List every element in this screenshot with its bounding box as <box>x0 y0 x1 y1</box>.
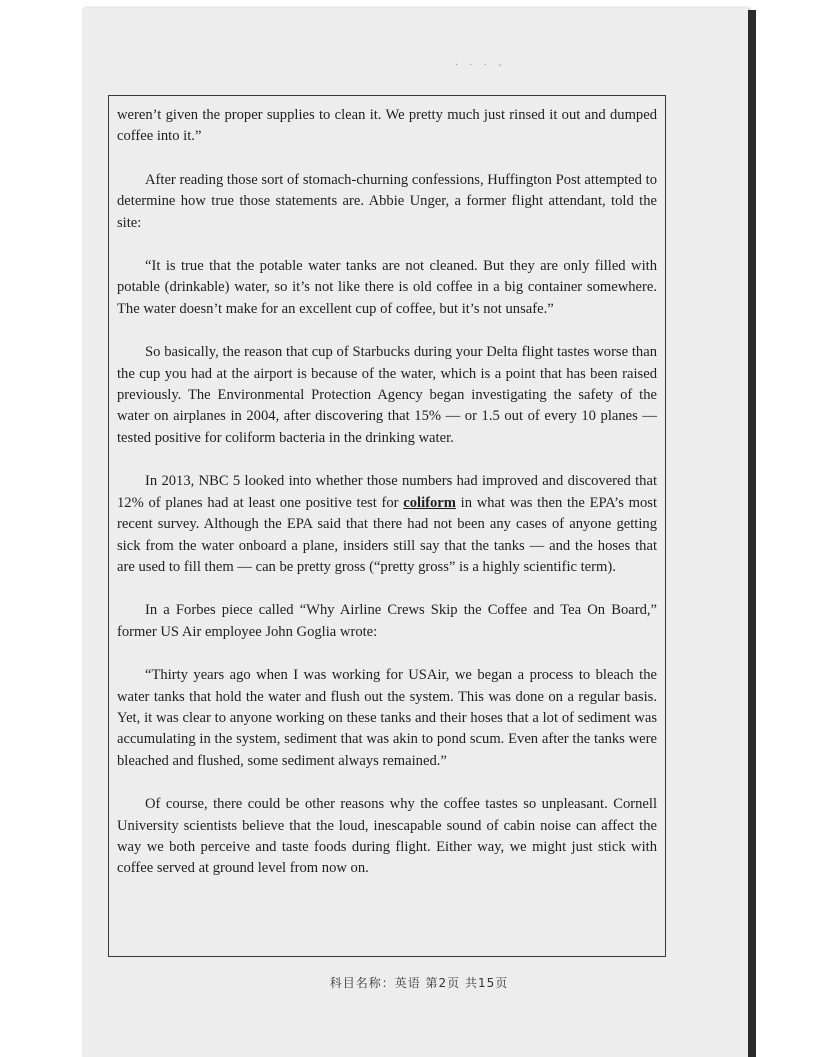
passage-paragraph-5 <box>117 471 657 578</box>
paragraph-5-lead: In 2013, NBC 5 looked into whether those numbers had improved and discovered that 12% of planes had at least one positive test for <box>117 473 657 511</box>
scanner-edge-strip <box>748 10 756 1057</box>
keyword-coliform: coliform <box>403 494 456 511</box>
passage-quote-goglia: “Thirty years ago when I was working for USAir, we began a process to bleach the water tanks that hold the water and flush out the system. This was done on a regular basis. Yet, it was clear to anyone working on these tanks and their hoses that a lot of sediment was accumulating in the system, sediment that was akin to pond scum. Even after the tanks were bleached and flushed, some sediment always remained.” <box>117 667 657 769</box>
reading-passage-box <box>108 95 666 957</box>
passage-paragraph-8: Of course, there could be other reasons why the coffee tastes so unpleasant. Cornell University scientists believe that the loud, inescapable sound of cabin noise can affect the way we both perceive and taste foods during flight. Either way, we might just stick with coffee served at ground level from now on. <box>117 796 657 877</box>
passage-quote-unger: “It is true that the potable water tanks are not cleaned. But they are only filled with potable (drinkable) water, so it’s not like there is old coffee in a big container somewhere. The water doesn’t make for an excellent cup of coffee, but it’s not unsafe.” <box>117 258 657 317</box>
page-footer: 科目名称：英语 第2页 共15页 <box>329 976 509 990</box>
passage-paragraph-1: weren’t given the proper supplies to clean it. We pretty much just rinsed it out and dumped coffee into it.” <box>117 107 657 145</box>
passage-paragraph-2: After reading those sort of stomach-churning confessions, Huffington Post attempted to determine how true those statements are. Abbie Unger, a former flight attendant, told the site: <box>117 171 657 231</box>
paragraph-5-tail: in what was then the EPA’s most recent survey. Although the EPA said that there had not been any cases of anyone getting sick from the water onboard a plane, insiders still say that the tanks — and the hoses that are used to fill them — can be pretty gross (“pretty gross” is a highly scientific term). <box>117 494 658 575</box>
passage-paragraph-6: In a Forbes piece called “Why Airline Crews Skip the Coffee and Tea On Board,” former US Air employee John Goglia wrote: <box>117 602 657 640</box>
scan-noise-specks: · · · - <box>455 60 506 71</box>
passage-paragraph-4: So basically, the reason that cup of Starbucks during your Delta flight tastes worse than the cup you had at the airport is because of the water, which is a point that has been raised previously. The Environmental Protection Agency began investigating the safety of the water on airplanes in 2004, after discovering that 15% — or 1.5 out of every 10 planes — tested positive for coliform bacteria in the drinking water. <box>117 344 657 446</box>
